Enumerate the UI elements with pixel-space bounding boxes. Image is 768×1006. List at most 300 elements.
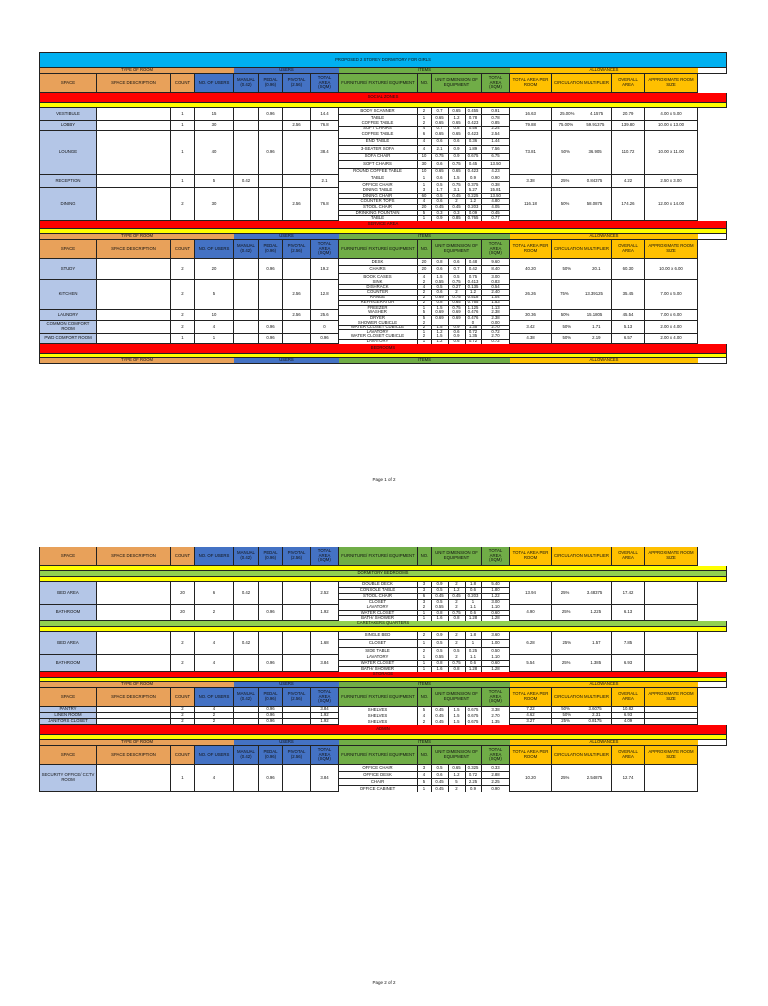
item-total: 2.54 <box>491 131 500 136</box>
item-qty: 2 <box>418 121 432 126</box>
item-row <box>339 786 510 792</box>
column-header: SPACE <box>40 240 97 259</box>
item-dim-b: 0.75 <box>449 611 466 616</box>
cell-manual: 0.42 <box>234 582 259 605</box>
item-dim-a: 0.45 <box>432 594 449 599</box>
cell-per-room: 3.38 <box>510 175 552 188</box>
item-total: 0.54 <box>491 285 500 289</box>
group-allow: ALLOWANCES <box>510 740 698 745</box>
cell-pivotal <box>283 108 311 121</box>
cell-count: 2 <box>171 713 195 719</box>
cell-space: SECURITY OFFICE/ CCTV ROOM <box>40 765 97 792</box>
cell-users: 2 <box>195 605 234 621</box>
item-name: WATER CLOSET CUBICLE <box>339 326 418 330</box>
cell-count: 2 <box>171 719 195 725</box>
cell-space: JANITORS CLOSET <box>40 719 97 725</box>
items-subtable <box>339 188 510 221</box>
item-qty: 1 <box>418 306 432 310</box>
circulation-multiplier: 3.6075 <box>588 707 602 712</box>
column-header: SPACE DESCRIPTION <box>97 240 171 259</box>
column-header: SPACE DESCRIPTION <box>97 746 171 765</box>
item-name: SOFA CHAIR <box>339 154 418 161</box>
item-dim-b: 1.2 <box>449 772 466 778</box>
item-name: SIDE TABLE <box>339 648 418 655</box>
column-header-row <box>39 547 727 566</box>
item-dim-a: 2.1 <box>432 146 449 153</box>
cell-pedal <box>259 582 283 605</box>
item-dim-a: 0.5 <box>432 640 449 647</box>
column-header: OVERALL AREA <box>612 746 645 765</box>
item-dim-b: 1.5 <box>449 719 466 725</box>
item-unit-area: 0.9 <box>466 786 482 792</box>
table-row <box>39 188 727 221</box>
group-type: TYPE OF ROOM <box>40 358 234 363</box>
item-name: DINING TABLE <box>339 188 418 193</box>
cell-manual: 0.42 <box>234 175 259 188</box>
item-total: 15.81 <box>490 188 501 192</box>
cell-desc <box>97 765 171 792</box>
item-total: 3.38 <box>491 707 500 712</box>
item-dim-b: 5 <box>449 779 466 785</box>
item-dim-b: 0.3 <box>449 211 466 216</box>
item-total: 2.38 <box>491 310 500 315</box>
item-row <box>339 648 510 655</box>
circulation-percent: 25% <box>560 177 570 183</box>
item-total: 2.70 <box>491 325 500 330</box>
item-total: 1.35 <box>491 719 500 724</box>
cell-pedal: 0.96 <box>259 765 283 792</box>
item-row <box>339 779 510 786</box>
item-dim-a: 0.5 <box>432 600 449 605</box>
item-qty: 5 <box>418 779 432 785</box>
cell-room-size <box>645 655 698 672</box>
cell-space: BED AREA <box>40 582 97 605</box>
item-dim-a: 0.8 <box>432 301 449 305</box>
items-subtable <box>339 582 510 605</box>
item-row <box>339 259 510 266</box>
cell-space: VESTIBULE <box>40 108 97 121</box>
item-total: 1.04 <box>491 295 500 300</box>
item-dim-b: 0.9 <box>449 154 466 161</box>
circulation-multiplier: 0.84375 <box>586 177 603 183</box>
circulation-percent: 50% <box>562 335 572 341</box>
item-dim-b: 0.65 <box>449 131 466 138</box>
table-row <box>39 259 727 280</box>
cell-pivotal: 2.56 <box>283 121 311 131</box>
cell-per-room: 30.36 <box>510 310 552 321</box>
item-dim-b: 0.9 <box>449 326 466 330</box>
item-qty: 20 <box>418 205 432 210</box>
cell-pivotal <box>283 321 311 334</box>
cell-total: 1.92 <box>311 719 339 725</box>
column-header: SPACE DESCRIPTION <box>97 74 171 93</box>
item-dim-b: 2 <box>449 632 466 639</box>
item-dim-a: 0.9 <box>432 632 449 639</box>
cell-count: 1 <box>171 765 195 792</box>
column-header: APPROXIMATE ROOM SIZE <box>645 688 698 707</box>
item-total: 1.13 <box>491 305 500 310</box>
item-qty: 1 <box>418 616 432 621</box>
item-row <box>339 216 510 221</box>
column-header-row <box>39 746 727 765</box>
column-header-row <box>39 240 727 259</box>
cell-per-room: 116.18 <box>510 188 552 221</box>
cell-users: 1 <box>195 334 234 344</box>
item-total: 0.78 <box>491 115 500 120</box>
item-total: 9.60 <box>491 259 500 264</box>
item-dim-b: 0.45 <box>449 594 466 599</box>
item-dim-b: 0.69 <box>449 310 466 315</box>
column-header: PIVOTAL (2.56) <box>283 547 311 566</box>
item-unit-area: 1.89 <box>466 146 482 153</box>
item-dim-b: 0.7 <box>449 266 466 272</box>
item-qty: 4 <box>418 772 432 778</box>
cell-total: 0 <box>311 321 339 334</box>
item-qty: 10 <box>418 169 432 176</box>
item-dim-b: 2 <box>449 290 466 294</box>
item-total: 0.90 <box>491 175 500 180</box>
item-qty: 5 <box>418 316 432 321</box>
item-name: SHELVES <box>339 707 418 713</box>
item-qty: 1 <box>418 611 432 616</box>
item-dim-a: 0.55 <box>432 655 449 660</box>
item-qty: 1 <box>418 115 432 121</box>
circulation-multiplier: 2.31 <box>592 713 601 718</box>
item-total: 1.10 <box>491 605 500 610</box>
cell-users: 30 <box>195 121 234 131</box>
item-name: OFFICE DESK <box>339 772 418 778</box>
circulation-percent: 25% <box>560 589 570 595</box>
item-qty: 1 <box>418 786 432 792</box>
cell-users: 5 <box>195 280 234 310</box>
cell-manual <box>234 655 259 672</box>
circulation-percent: 25% <box>562 639 572 645</box>
item-unit-area: 0.45 <box>466 161 482 168</box>
cell-count: 2 <box>171 280 195 310</box>
item-name: COUNTER TOPS <box>339 199 418 204</box>
cell-total: 1.92 <box>311 713 339 719</box>
item-dim-a <box>432 321 449 325</box>
item-total: 0.85 <box>491 121 500 125</box>
column-header: NO. OF USERS <box>195 240 234 259</box>
cell-per-room: 4.90 <box>510 605 552 621</box>
item-dim-a: 1.2 <box>432 330 449 334</box>
cell-room-size: 2.50 x 3.00 <box>645 175 698 188</box>
group-type: TYPE OF ROOM <box>40 682 234 687</box>
item-dim-a: 1.5 <box>432 326 449 330</box>
column-header: UNIT DIMENSION OF EQUIPMENT <box>432 547 482 566</box>
item-dim-b: 0.75 <box>449 280 466 284</box>
cell-space: BATHROOM <box>40 605 97 621</box>
page-2 <box>39 547 727 792</box>
item-dim-a: 0.65 <box>432 115 449 121</box>
item-dim-b: 0.8 <box>449 616 466 621</box>
group-items: ITEMS <box>339 358 510 363</box>
cell-overall: 6.93 <box>612 655 645 672</box>
cell-overall: 4.22 <box>612 175 645 188</box>
column-header: TOTAL AREA (SQM) <box>311 547 339 566</box>
cell-per-room: 40.20 <box>510 259 552 280</box>
item-unit-area: 0.675 <box>466 719 482 725</box>
item-dim-a: 1.5 <box>432 334 449 339</box>
item-total: 1.10 <box>491 655 500 660</box>
column-header: OVERALL AREA <box>612 74 645 93</box>
item-qty: 4 <box>418 274 432 280</box>
cell-per-room: 6.28 <box>510 632 552 655</box>
circulation-percent: 75% <box>560 291 569 297</box>
table-row <box>39 632 727 655</box>
group-allow: ALLOWANCES <box>510 68 698 73</box>
item-total: 4.05 <box>491 205 500 210</box>
cell-room-size <box>645 605 698 621</box>
item-dim-b: 0.27 <box>449 285 466 289</box>
cell-desc <box>97 108 171 121</box>
cell-overall: 17.42 <box>612 582 645 605</box>
item-total: 2.24 <box>491 126 500 131</box>
item-dim-a: 0.8 <box>432 661 449 666</box>
items-subtable <box>339 605 510 621</box>
item-total: 3.60 <box>491 632 500 638</box>
item-total: 0.91 <box>491 108 500 113</box>
item-unit-area: 0.413 <box>466 280 482 284</box>
item-name: WASHER <box>339 310 418 315</box>
cell-circulation <box>552 334 612 344</box>
cell-space: STUDY <box>40 259 97 280</box>
item-qty: 5 <box>418 310 432 315</box>
item-dim-a: 0.5 <box>432 182 449 188</box>
item-qty: 1 <box>418 340 432 345</box>
item-name: STOOL CHAIR <box>339 594 418 599</box>
item-dim-a: 0.45 <box>432 205 449 210</box>
circulation-percent: 25% <box>560 774 570 780</box>
item-name: TABLE <box>339 216 418 221</box>
column-header: APPROXIMATE ROOM SIZE <box>645 240 698 259</box>
cell-desc <box>97 280 171 310</box>
cell-overall: 4.09 <box>612 719 645 725</box>
cell-count: 1 <box>171 131 195 175</box>
cell-space: DINING <box>40 188 97 221</box>
item-total: 0.00 <box>491 321 500 325</box>
item-dim-a: 0.45 <box>432 786 449 792</box>
circulation-multiplier: 59.91375 <box>586 122 605 128</box>
item-dim-a: 0.8 <box>432 259 449 265</box>
cell-space: LOUNGE <box>40 131 97 175</box>
cell-pivotal <box>283 131 311 175</box>
item-qty: 3 <box>418 600 432 605</box>
item-name: 3-SEATER SOFA <box>339 146 418 153</box>
item-unit-area: 1.1 <box>466 605 482 610</box>
column-header: UNIT DIMENSION OF EQUIPMENT <box>432 746 482 765</box>
item-total: 1.00 <box>491 640 500 646</box>
cell-pedal <box>259 188 283 221</box>
item-qty: 10 <box>418 154 432 161</box>
group-users: USERS <box>234 740 339 745</box>
cell-desc <box>97 188 171 221</box>
cell-users: 4 <box>195 707 234 713</box>
item-dim-b: 1.2 <box>449 115 466 121</box>
item-qty: 3 <box>418 765 432 771</box>
item-qty: 6 <box>418 131 432 138</box>
group-type: TYPE OF ROOM <box>40 740 234 745</box>
item-unit-area: 0.765 <box>466 216 482 221</box>
item-name: COFFEE TABLE <box>339 121 418 126</box>
column-header: PIVOTAL (2.56) <box>283 746 311 765</box>
cell-total: 1.68 <box>311 632 339 655</box>
cell-circulation <box>552 605 612 621</box>
item-total: 0.77 <box>491 216 500 221</box>
item-qty: 3 <box>418 582 432 587</box>
circulation-multiplier: 1.225 <box>590 609 602 615</box>
column-header: MANUAL (0.42) <box>234 240 259 259</box>
items-subtable <box>339 765 510 792</box>
cell-pivotal: 2.56 <box>283 188 311 221</box>
column-header: FURNITURE/ FIXTURE/ EQUIPMENT <box>339 240 418 259</box>
cell-pivotal <box>283 655 311 672</box>
item-row <box>339 765 510 772</box>
item-name: DOUBLE DECK <box>339 582 418 587</box>
cell-overall: 10.82 <box>612 707 645 713</box>
cell-manual <box>234 765 259 792</box>
item-name: DESK <box>339 259 418 265</box>
item-qty: 2 <box>418 334 432 339</box>
group-header-bar <box>39 358 727 364</box>
cell-pivotal <box>283 605 311 621</box>
item-row <box>339 175 510 182</box>
cell-pivotal <box>283 259 311 280</box>
cell-manual <box>234 310 259 321</box>
section-caretakers: CARETAKERS QUARTERS <box>39 621 727 627</box>
item-dim-b: 0.75 <box>449 661 466 666</box>
item-row <box>339 632 510 640</box>
item-dim-a: 0.6 <box>432 199 449 204</box>
column-header: PEDAL (0.96) <box>259 74 283 93</box>
item-name: WATER CLOSET <box>339 661 418 666</box>
cell-count: 2 <box>171 310 195 321</box>
item-qty: 3 <box>418 588 432 593</box>
table-row <box>39 108 727 121</box>
item-unit-area: 0.72 <box>466 340 482 345</box>
item-name: TABLE <box>339 115 418 121</box>
item-name: SOFT CHAIRS <box>339 127 418 132</box>
item-total: 0.33 <box>491 765 500 770</box>
column-header: COUNT <box>171 746 195 765</box>
cell-room-size: 10.00 x 11.00 <box>645 131 698 175</box>
cell-count: 1 <box>171 121 195 131</box>
cell-per-room: 73.81 <box>510 131 552 175</box>
item-total: 6.75 <box>491 153 500 159</box>
item-qty: 1 <box>418 640 432 647</box>
item-dim-a: 0.55 <box>432 605 449 610</box>
circulation-percent: 75.00% <box>558 122 574 128</box>
cell-circulation <box>552 765 612 792</box>
item-row <box>339 108 510 115</box>
cell-overall: 20.79 <box>612 108 645 121</box>
item-qty: 20 <box>418 266 432 272</box>
item-qty: 1 <box>418 330 432 334</box>
item-name: TABLE <box>339 175 418 181</box>
cell-pivotal <box>283 175 311 188</box>
column-header: OVERALL AREA <box>612 240 645 259</box>
cell-space: PANTRY <box>40 707 97 713</box>
item-unit-area: 1.2 <box>466 290 482 294</box>
item-unit-area: 0.56 <box>466 127 482 132</box>
item-dim-a: 0.45 <box>432 713 449 719</box>
cell-total: 14.4 <box>311 108 339 121</box>
column-header: TOTAL AREA (SQM) <box>482 746 510 765</box>
cell-pivotal <box>283 719 311 725</box>
item-unit-area: 1.35 <box>466 326 482 330</box>
item-dim-b: 0.9 <box>449 334 466 339</box>
cell-users: 40 <box>195 131 234 175</box>
cell-room-size: 12.00 x 14.00 <box>645 188 698 221</box>
item-row <box>339 719 510 725</box>
item-unit-area: 0.423 <box>466 169 482 176</box>
item-dim-b: 1.5 <box>449 713 466 719</box>
circulation-multiplier: 2.54875 <box>586 774 603 780</box>
cell-total: 1.92 <box>311 605 339 621</box>
item-unit-area: 0.423 <box>466 121 482 126</box>
item-qty: 1 <box>418 182 432 188</box>
item-total: 1.28 <box>491 667 500 672</box>
item-name: WATER CLOSET CUBICLE <box>339 334 418 339</box>
cell-total: 19.2 <box>311 259 339 280</box>
item-total: 3.00 <box>491 600 500 605</box>
cell-room-size: 2.00 x 4.00 <box>645 321 698 334</box>
cell-per-room: 16.63 <box>510 108 552 121</box>
cell-overall: 60.30 <box>612 259 645 280</box>
item-qty: 2 <box>418 290 432 294</box>
circulation-percent: 50% <box>561 707 570 712</box>
cell-room-size <box>645 765 698 792</box>
item-name: OFFICE CHAIR <box>339 182 418 188</box>
item-unit-area: 0.6 <box>466 611 482 616</box>
column-header: TOTAL AREA PER ROOM <box>510 547 552 566</box>
cell-per-room: 7.22 <box>510 707 552 713</box>
item-dim-a: 0.65 <box>432 169 449 176</box>
item-row <box>339 131 510 139</box>
item-dim-b: 0.8 <box>449 667 466 672</box>
circulation-multiplier: 1.57 <box>592 639 601 645</box>
column-header: MANUAL (0.42) <box>234 746 259 765</box>
column-header: TOTAL AREA (SQM) <box>311 746 339 765</box>
item-unit-area: 0.423 <box>466 131 482 138</box>
items-subtable <box>339 121 510 131</box>
cell-users: 6 <box>195 582 234 605</box>
item-name: LAVATORY <box>339 330 418 334</box>
column-header: TOTAL AREA (SQM) <box>482 240 510 259</box>
cell-desc <box>97 131 171 175</box>
cell-overall: 6.57 <box>612 334 645 344</box>
column-header-row <box>39 688 727 707</box>
items-subtable <box>339 334 510 344</box>
item-row <box>339 340 510 345</box>
cell-manual <box>234 188 259 221</box>
cell-per-room: 3.27 <box>510 719 552 725</box>
column-header: APPROXIMATE ROOM SIZE <box>645 74 698 93</box>
table-row <box>39 280 727 310</box>
item-qty: 1 <box>418 175 432 181</box>
column-header: CIRCULATION MULTIPLIER <box>552 746 612 765</box>
item-qty: 2 <box>418 719 432 725</box>
circulation-percent: 25% <box>561 719 570 724</box>
cell-pivotal: 2.56 <box>283 280 311 310</box>
cell-total: 38.4 <box>311 131 339 175</box>
item-unit-area: 0.78 <box>466 115 482 121</box>
table-row <box>39 121 727 131</box>
item-name: COUNTER <box>339 290 418 294</box>
item-qty: 2 <box>418 108 432 114</box>
cell-circulation <box>552 632 612 655</box>
